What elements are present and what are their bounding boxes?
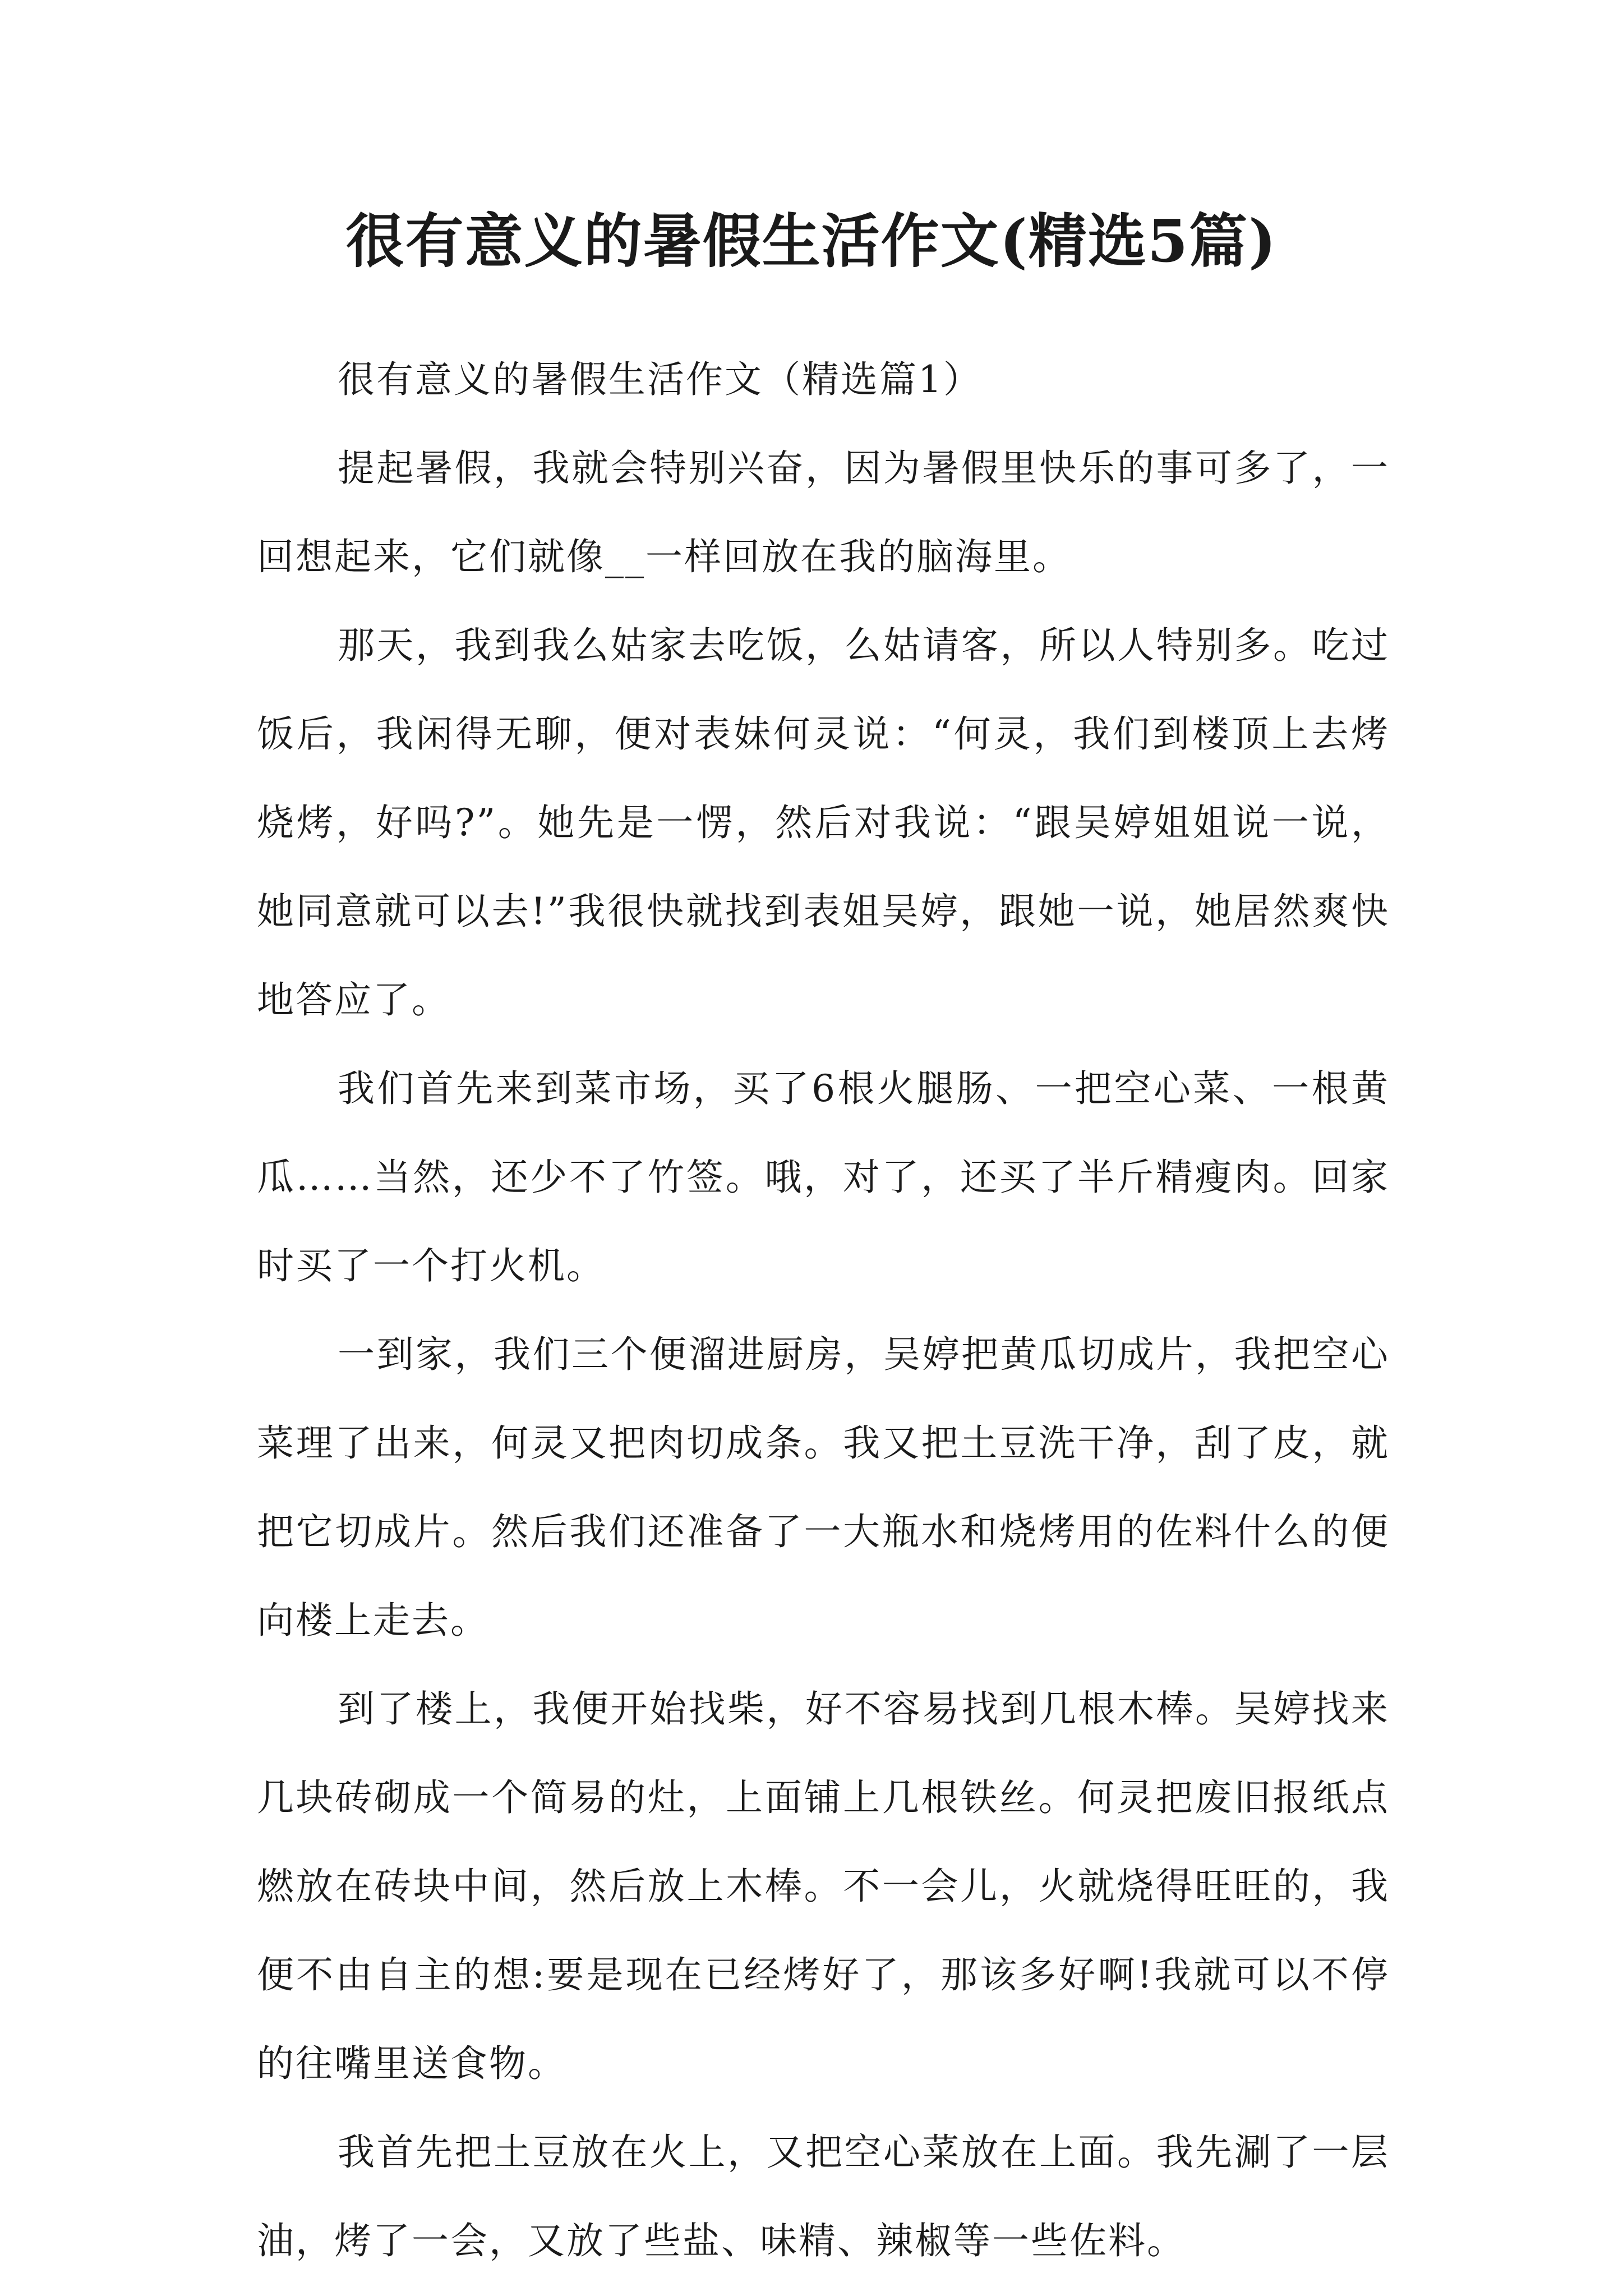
paragraph: 一到家，我们三个便溜进厨房，吴婷把黄瓜切成片，我把空心菜理了出来，何灵又把肉切成条。我又把土豆洗干净，刮了皮，就把它切成片。然后我们还准备了一大瓶水和烧烤用的佐料什么的便向楼上走去。: [257, 1333, 1390, 1642]
document-body: [257, 335, 1390, 2285]
paragraph: 我首先把土豆放在火上，又把空心菜放在上面。我先涮了一层油，烤了一会，又放了些盐、味精、辣椒等一些佐料。: [257, 2131, 1390, 2262]
paragraph: 到了楼上，我便开始找柴，好不容易找到几根木棒。吴婷找来几块砖砌成一个简易的灶，上面铺上几根铁丝。何灵把废旧报纸点燃放在砖块中间，然后放上木棒。不一会儿，火就烧得旺旺的，我便不由自主的想:要是现在已经烤好了，那该多好啊!我就可以不停的往嘴里送食物。: [257, 1687, 1390, 2085]
paragraph: 我们首先来到菜市场，买了6根火腿肠、一把空心菜、一根黄瓜……当然，还少不了竹签。哦，对了，还买了半斤精瘦肉。回家时买了一个打火机。: [257, 1067, 1390, 1287]
paragraph: 那天，我到我么姑家去吃饭，么姑请客，所以人特别多。吃过饭后，我闲得无聊，便对表妹何灵说：“何灵，我们到楼顶上去烤烧烤，好吗?”。她先是一愣，然后对我说：“跟吴婷姐姐说一说，她同意就可以去!”我很快就找到表姐吴婷，跟她一说，她居然爽快地答应了。: [257, 624, 1390, 1022]
section-heading: 很有意义的暑假生活作文（精选篇1）: [338, 358, 982, 401]
document-title: 很有意义的暑假生活作文(精选5篇): [345, 206, 1278, 275]
paragraph: 提起暑假，我就会特别兴奋，因为暑假里快乐的事可多了，一回想起来，它们就像__一样回放在我的脑海里。: [257, 447, 1390, 578]
